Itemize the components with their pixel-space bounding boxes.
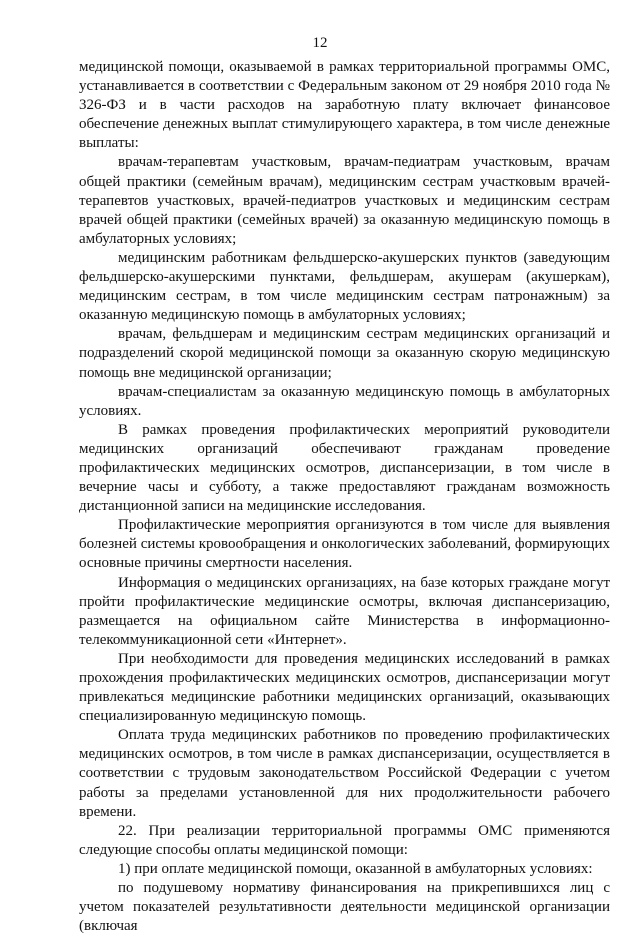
paragraph: Профилактические мероприятия организуются в том числе для выявления болезней системы кровообращения и онкологических заболеваний, формирующих основные причины смертности населения. xyxy=(79,517,610,572)
paragraph: 1) при оплате медицинской помощи, оказанной в амбулаторных условиях: xyxy=(118,860,593,877)
paragraph: Оплата труда медицинских работников по проведению профилактических медицинских осмотров, в том числе в рамках диспансеризации, осуществляется в соответствии с трудовым законодательством Российской Федерации с учетом работы за пределами установленной для них продолжительности рабочего времени. xyxy=(79,727,610,820)
paragraph: В рамках проведения профилактических мероприятий руководители медицинских организаций обеспечивают гражданам проведение профилактических медицинских осмотров, диспансеризации, в том числе в вечерние часы и субботу, а также предоставляют гражданам возможность дистанционной записи на медицинские исследования. xyxy=(79,421,610,515)
page-number: 12 xyxy=(312,35,328,51)
paragraph: врачам, фельдшерам и медицинским сестрам медицинских организаций и подразделений скорой медицинской помощи за оказанную скорую медицинскую помощь вне медицинской организации; xyxy=(79,326,610,381)
paragraph: врачам-терапевтам участковым, врачам-педиатрам участковым, врачам общей практики (семейным врачам), медицинским сестрам участковым врачей-терапевтов участковых, врачей-педиатров участковых и медицинским сестрам врачей общей практики (семейных врачей) за оказанную медицинскую помощь в амбулаторных условиях; xyxy=(79,154,610,247)
paragraph: по подушевому нормативу финансирования на прикрепившихся лиц с учетом показателей результативности деятельности медицинской организации (включая xyxy=(79,880,610,935)
paragraph: медицинским работникам фельдшерско-акушерских пунктов (заведующим фельдшерско-акушерскими пунктами, фельдшерам, акушерам (акушеркам), медицинским сестрам, в том числе медицинским сестрам патронажным) за оказанную медицинскую помощь в амбулаторных условиях; xyxy=(79,249,610,324)
paragraph: медицинской помощи, оказываемой в рамках территориальной программы ОМС, устанавливается в соответствии с Федеральным законом от 29 ноября 2010 года № 326-ФЗ и в части расходов на заработную плату включает финансовое обеспечение денежных выплат стимулирующего характера, в том числе денежные выплаты: xyxy=(79,59,610,152)
paragraph: 22. При реализации территориальной программы ОМС применяются следующие способы оплаты медицинской помощи: xyxy=(79,822,610,858)
paragraph: Информация о медицинских организациях, на базе которых граждане могут пройти профилактические медицинские осмотры, включая диспансеризацию, размещается на официальном сайте Министерства в информационно-телекоммуникационной сети «Интернет». xyxy=(79,574,610,648)
paragraph: При необходимости для проведения медицинских исследований в рамках прохождения профилактических медицинских осмотров, диспансеризации могут привлекаться медицинские работники медицинских организаций, оказывающих специализированную медицинскую помощь. xyxy=(79,650,610,725)
paragraph: врачам-специалистам за оказанную медицинскую помощь в амбулаторных условиях. xyxy=(79,383,610,419)
document-body xyxy=(79,58,610,936)
